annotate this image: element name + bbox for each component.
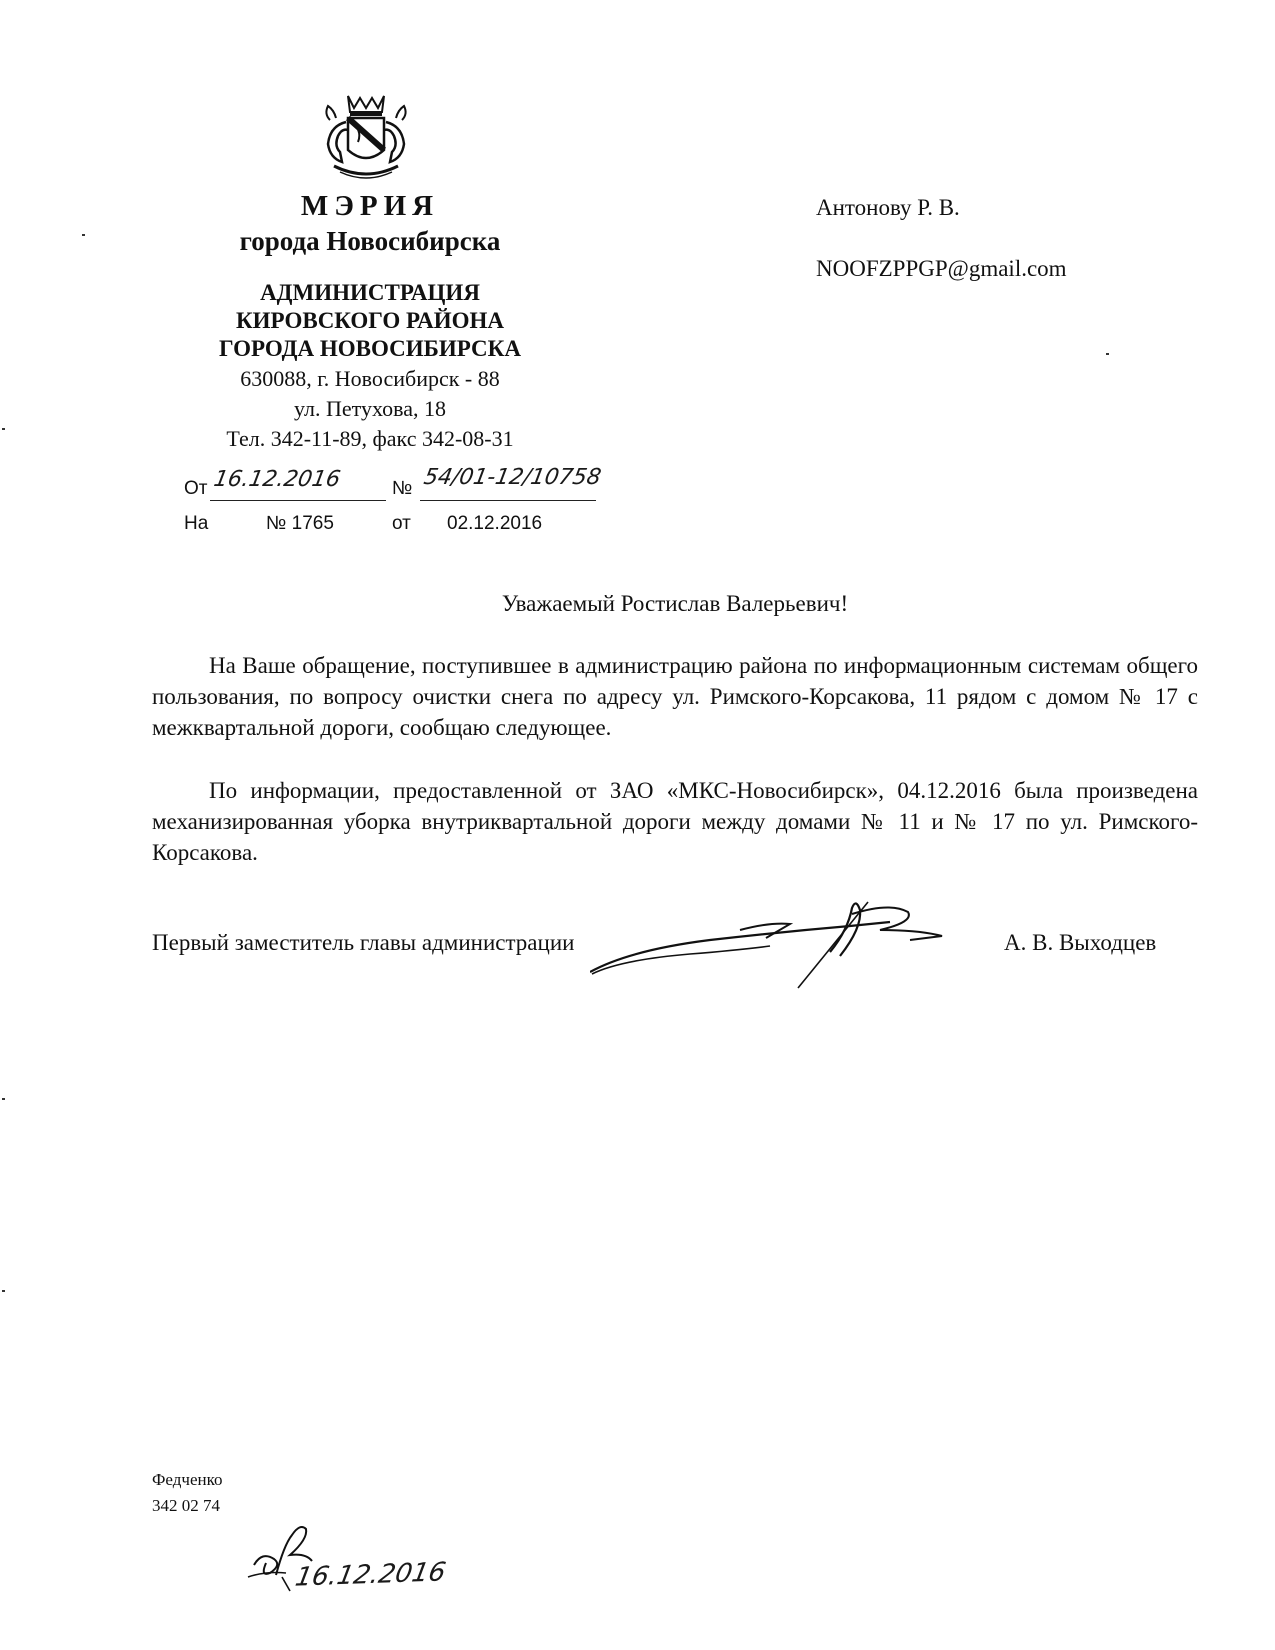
signer-name: А. В. Выходцев: [1004, 930, 1157, 955]
ref-date-handwritten: 16.12.2016: [211, 467, 343, 492]
scan-speck: [2, 428, 5, 430]
handwritten-signature-icon: [590, 900, 990, 990]
scan-speck: [82, 234, 85, 236]
address-phone: Тел. 342-11-89, факс 342-08-31: [226, 426, 514, 451]
address-postal: 630088, г. Новосибирск - 88: [240, 366, 500, 391]
org-title: МЭРИЯ: [300, 190, 440, 222]
ref-date-underline: [210, 500, 386, 501]
admin-title-3: ГОРОДА НОВОСИБИРСКА: [219, 336, 521, 361]
footer-handwritten-date: 16.12.2016: [292, 1557, 449, 1593]
org-city: города Новосибирска: [239, 226, 501, 256]
ref-ot-label: От: [184, 478, 208, 499]
addressee-email: NOOFZPPGP@gmail.com: [816, 256, 1067, 281]
executor-phone: 342 02 74: [152, 1496, 220, 1515]
scan-speck: [1106, 353, 1109, 355]
addressee-name: Антонову Р. В.: [816, 195, 960, 220]
executor-name: Федченко: [152, 1470, 223, 1489]
address-street: ул. Петухова, 18: [293, 396, 446, 421]
signer-title: Первый заместитель главы администрации: [152, 930, 575, 955]
ref-number-handwritten: 54/01-12/10758: [421, 465, 603, 490]
admin-title-1: АДМИНИСТРАЦИЯ: [260, 280, 480, 305]
scan-speck: [2, 1290, 5, 1292]
coat-of-arms-icon: [318, 92, 414, 184]
salutation: Уважаемый Ростислав Валерьевич!: [501, 591, 849, 616]
ref-na-number: № 1765: [266, 513, 334, 534]
body-paragraph-1: На Ваше обращение, поступившее в администрацию района по информационным системам общего пользования, по вопросу очистки снега по адресу ул. Римского-Корсакова, 11 рядом с домом № 17 с межквартальной дороги, сообщаю следующее.: [152, 653, 1198, 740]
scan-speck: [2, 1098, 5, 1100]
body-paragraph-2: По информации, предоставленной от ЗАО «МКС-Новосибирск», 04.12.2016 была произведена механизированная уборка внутриквартальной дороги между домами № 11 и № 17 по ул. Римского-Корсакова.: [152, 778, 1198, 865]
ref-number-underline: [420, 500, 596, 501]
ref-na-date: 02.12.2016: [447, 513, 543, 534]
admin-title-2: КИРОВСКОГО РАЙОНА: [235, 308, 504, 333]
ref-na-label: На: [184, 513, 209, 534]
ref-num-label: №: [392, 478, 413, 499]
ref-na-ot-label: от: [392, 513, 411, 534]
